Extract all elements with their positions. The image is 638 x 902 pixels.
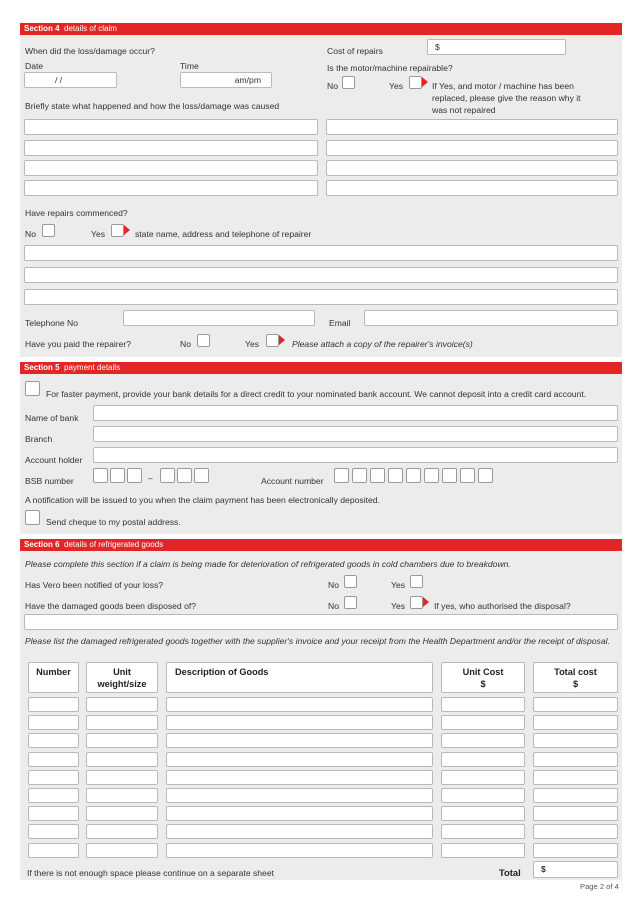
goods-row-1-total-cost-cell[interactable]	[533, 697, 618, 712]
account-digit-7[interactable]	[442, 468, 457, 483]
repairable-yes-label: Yes	[389, 81, 404, 91]
repairs-commenced-question: Have repairs commenced?	[25, 208, 128, 218]
goods-row-7-total-cost-cell[interactable]	[533, 806, 618, 821]
disposed-no-label: No	[328, 601, 339, 611]
goods-row-7-unit-cost-cell[interactable]	[441, 806, 525, 821]
description-line-1[interactable]	[24, 119, 318, 135]
goods-row-1-number-cell[interactable]	[28, 697, 79, 712]
goods-row-9-unit-cell[interactable]	[86, 843, 158, 858]
time-field-suffix: am/pm	[234, 75, 261, 85]
send-cheque-label: Send cheque to my postal address.	[46, 517, 181, 527]
goods-row-8-unit-cell[interactable]	[86, 824, 158, 839]
bsb-digit-4[interactable]	[160, 468, 175, 483]
account-digit-1[interactable]	[334, 468, 349, 483]
branch-field[interactable]	[93, 426, 618, 442]
vero-yes-label: Yes	[391, 580, 406, 590]
column-header-unit-cost-line-1: Unit Cost	[462, 667, 504, 677]
goods-row-6-description-cell[interactable]	[166, 788, 433, 803]
goods-row-8-description-cell[interactable]	[166, 824, 433, 839]
goods-row-5-number-cell[interactable]	[28, 770, 79, 785]
send-cheque-checkbox[interactable]	[25, 510, 40, 525]
column-header-unit-line-1: Unit	[113, 667, 131, 677]
goods-row-4-unit-cell[interactable]	[86, 752, 158, 767]
goods-row-3-unit-cell[interactable]	[86, 733, 158, 748]
telephone-label: Telephone No	[25, 318, 79, 328]
account-holder-label: Account holder	[25, 455, 83, 465]
cost-dollar-sign: $	[435, 42, 440, 52]
paid-no-label: No	[180, 339, 191, 349]
column-header-description-text: Description of Goods	[175, 667, 269, 677]
account-number-label: Account number	[261, 476, 324, 486]
bsb-digit-2[interactable]	[110, 468, 125, 483]
goods-row-6-unit-cost-cell[interactable]	[441, 788, 525, 803]
column-header-total-cost	[533, 662, 618, 693]
section-5-number: Section 5	[24, 363, 60, 372]
account-digit-3[interactable]	[370, 468, 385, 483]
account-digit-8[interactable]	[460, 468, 475, 483]
bsb-digit-1[interactable]	[93, 468, 108, 483]
direct-credit-checkbox[interactable]	[25, 381, 40, 396]
repairer-line-1[interactable]	[24, 245, 618, 261]
email-field[interactable]	[364, 310, 618, 326]
reason-line-4[interactable]	[326, 180, 618, 196]
disposal-details-field[interactable]	[24, 614, 618, 630]
account-digit-6[interactable]	[424, 468, 439, 483]
bank-name-label: Name of bank	[25, 413, 79, 423]
goods-row-8-number-cell[interactable]	[28, 824, 79, 839]
bsb-label: BSB number	[25, 476, 74, 486]
column-header-number-text: Number	[36, 667, 71, 677]
bsb-digit-5[interactable]	[177, 468, 192, 483]
goods-row-4-unit-cost-cell[interactable]	[441, 752, 525, 767]
bsb-digit-6[interactable]	[194, 468, 209, 483]
goods-row-5-description-cell[interactable]	[166, 770, 433, 785]
attach-invoice-note: Please attach a copy of the repairer's invoice(s)	[292, 339, 473, 349]
column-header-unit-cost	[441, 662, 525, 693]
vero-notified-question: Has Vero been notified of your loss?	[25, 580, 164, 590]
account-holder-field[interactable]	[93, 447, 618, 463]
goods-row-7-number-cell[interactable]	[28, 806, 79, 821]
branch-label: Branch	[25, 434, 53, 444]
authorised-disposal-note: If yes, who authorised the disposal?	[434, 601, 571, 611]
repairs-no-label: No	[25, 229, 36, 239]
bsb-digit-3[interactable]	[127, 468, 142, 483]
goods-row-7-description-cell[interactable]	[166, 806, 433, 821]
column-header-unit-line-2: weight/size	[97, 679, 147, 689]
description-line-2[interactable]	[24, 140, 318, 156]
goods-row-1-description-cell[interactable]	[166, 697, 433, 712]
goods-row-1-unit-cell[interactable]	[86, 697, 158, 712]
column-header-unit-cost-line-2: $	[480, 679, 486, 689]
goods-row-2-description-cell[interactable]	[166, 715, 433, 730]
column-header-description	[166, 662, 433, 693]
goods-row-5-unit-cell[interactable]	[86, 770, 158, 785]
description-line-4[interactable]	[24, 180, 318, 196]
cost-of-repairs-field[interactable]	[427, 39, 566, 55]
goods-row-6-total-cost-cell[interactable]	[533, 788, 618, 803]
goods-row-4-description-cell[interactable]	[166, 752, 433, 767]
goods-row-2-total-cost-cell[interactable]	[533, 715, 618, 730]
goods-row-4-total-cost-cell[interactable]	[533, 752, 618, 767]
goods-row-3-total-cost-cell[interactable]	[533, 733, 618, 748]
goods-row-9-total-cost-cell[interactable]	[533, 843, 618, 858]
email-label: Email	[329, 318, 351, 328]
goods-row-3-number-cell[interactable]	[28, 733, 79, 748]
goods-row-9-unit-cost-cell[interactable]	[441, 843, 525, 858]
repairs-no-checkbox[interactable]	[42, 224, 55, 237]
repairer-line-2[interactable]	[24, 267, 618, 283]
vero-no-label: No	[328, 580, 339, 590]
column-header-total-cost-line-2: $	[572, 679, 579, 689]
column-header-number	[28, 662, 79, 693]
repairs-yes-label: Yes	[91, 229, 106, 239]
reason-line-2[interactable]	[326, 140, 618, 156]
section-6-header	[20, 539, 622, 551]
telephone-field[interactable]	[123, 310, 315, 326]
replaced-note: If Yes, and motor / machine has been replaced, please give the reason why it was not repaired	[432, 81, 581, 115]
goods-row-2-unit-cost-cell[interactable]	[441, 715, 525, 730]
repairer-details-note: state name, address and telephone of repairer	[135, 229, 312, 239]
paid-repairer-question: Have you paid the repairer?	[25, 339, 132, 349]
column-header-total-cost-line-1: Total cost	[554, 667, 597, 677]
section-6-intro: Please complete this section if a claim is being made for deterioration of refrigerated goods in cold chambers due to breakdown.	[25, 559, 511, 569]
goods-row-8-total-cost-cell[interactable]	[533, 824, 618, 839]
briefly-state-label: Briefly state what happened and how the loss/damage was caused	[25, 101, 280, 111]
cost-of-repairs-label: Cost of repairs	[327, 46, 383, 56]
bank-name-field[interactable]	[93, 405, 618, 421]
section-5-title: payment details	[64, 363, 121, 372]
goods-row-6-number-cell[interactable]	[28, 788, 79, 803]
goods-row-3-description-cell[interactable]	[166, 733, 433, 748]
goods-row-2-number-cell[interactable]	[28, 715, 79, 730]
goods-row-4-number-cell[interactable]	[28, 752, 79, 767]
bsb-dash: –	[148, 473, 153, 483]
notification-note: A notification will be issued to you when the claim payment has been electronically deposited.	[25, 495, 380, 505]
continue-sheet-note: If there is not enough space please continue on a separate sheet	[27, 868, 275, 878]
date-field-value: / /	[55, 75, 63, 85]
disposed-no-checkbox[interactable]	[344, 596, 357, 609]
goods-row-1-unit-cost-cell[interactable]	[441, 697, 525, 712]
total-label: Total	[499, 867, 521, 878]
goods-row-3-unit-cost-cell[interactable]	[441, 733, 525, 748]
repairer-line-3[interactable]	[24, 289, 618, 305]
account-digit-5[interactable]	[406, 468, 421, 483]
date-label: Date	[25, 61, 44, 71]
vero-yes-checkbox[interactable]	[410, 575, 423, 588]
section-4-title: details of claim	[64, 24, 117, 33]
goods-row-9-number-cell[interactable]	[28, 843, 79, 858]
repairable-no-label: No	[327, 81, 338, 91]
goods-row-5-unit-cost-cell[interactable]	[441, 770, 525, 785]
disposed-yes-checkbox[interactable]	[410, 596, 423, 609]
goods-row-5-total-cost-cell[interactable]	[533, 770, 618, 785]
section-5-header	[20, 362, 622, 374]
repairs-yes-checkbox[interactable]	[111, 224, 124, 237]
account-digit-4[interactable]	[388, 468, 403, 483]
account-digit-9[interactable]	[478, 468, 493, 483]
loss-date-question: When did the loss/damage occur?	[25, 46, 155, 56]
goods-row-2-unit-cell[interactable]	[86, 715, 158, 730]
section-6-number: Section 6	[24, 540, 60, 549]
repairable-question: Is the motor/machine repairable?	[327, 63, 453, 73]
repairable-yes-checkbox[interactable]	[409, 76, 422, 89]
date-field[interactable]	[24, 72, 117, 88]
account-digit-2[interactable]	[352, 468, 367, 483]
paid-yes-checkbox[interactable]	[266, 334, 279, 347]
section-4-header	[20, 23, 622, 35]
description-line-3[interactable]	[24, 160, 318, 176]
reason-line-1[interactable]	[326, 119, 618, 135]
disposed-yes-label: Yes	[391, 601, 406, 611]
goods-row-6-unit-cell[interactable]	[86, 788, 158, 803]
list-goods-note: Please list the damaged refrigerated goods together with the supplier's invoice and your receipt from the Health Department and/or the receipt of disposal.	[25, 636, 610, 646]
faster-payment-note: For faster payment, provide your bank details for a direct credit to your nominated bank account. We cannot deposit into a credit card account.	[46, 389, 587, 399]
paid-yes-label: Yes	[245, 339, 260, 349]
total-field[interactable]	[533, 861, 618, 878]
goods-disposed-question: Have the damaged goods been disposed of?	[25, 601, 197, 611]
repairable-no-checkbox[interactable]	[342, 76, 355, 89]
goods-row-8-unit-cost-cell[interactable]	[441, 824, 525, 839]
section-4-number: Section 4	[24, 24, 60, 33]
page-number: Page 2 of 4	[580, 882, 619, 891]
paid-no-checkbox[interactable]	[197, 334, 210, 347]
goods-row-9-description-cell[interactable]	[166, 843, 433, 858]
total-dollar-sign: $	[541, 864, 546, 874]
column-header-unit	[86, 662, 158, 693]
reason-line-3[interactable]	[326, 160, 618, 176]
vero-no-checkbox[interactable]	[344, 575, 357, 588]
time-field[interactable]	[180, 72, 272, 88]
section-6-title: details of refrigerated goods	[64, 540, 164, 549]
goods-row-7-unit-cell[interactable]	[86, 806, 158, 821]
time-label: Time	[180, 61, 199, 71]
